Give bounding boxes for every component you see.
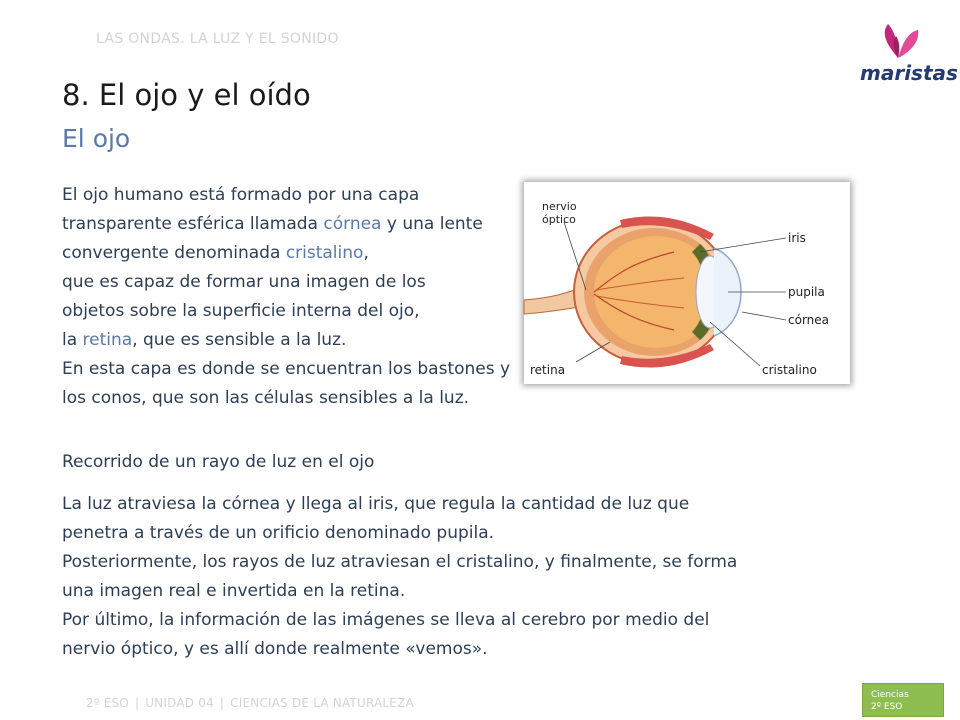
term-cristalino: cristalino: [285, 243, 364, 263]
paragraph-line: nervio óptico, y es allí donde realmente «vemos».: [62, 639, 488, 659]
intro-line: En esta capa es donde se encuentran los bastones y: [62, 359, 511, 379]
label-iris: iris: [788, 231, 806, 245]
intro-line: objetos sobre la superficie interna del ojo,: [62, 301, 420, 321]
paragraph-line: una imagen real e invertida en la retina.: [62, 581, 406, 601]
intro-line: [62, 326, 510, 355]
intro-line: [62, 210, 510, 239]
footer-course: 2º ESO: [86, 696, 129, 710]
paragraph-line: penetra a través de un orificio denominado pupila.: [62, 523, 495, 543]
subject-badge: [862, 683, 944, 717]
logo-wordmark: maristas: [860, 61, 958, 85]
maristas-logo: [858, 16, 958, 96]
section-header: LAS ONDAS. LA LUZ Y EL SONIDO: [96, 31, 339, 47]
term-cornea: córnea: [323, 214, 382, 234]
footer-unit: UNIDAD 04: [145, 696, 214, 710]
label-nervio-optico: nervio: [542, 200, 577, 213]
section-heading: Recorrido de un rayo de luz en el ojo: [62, 452, 375, 472]
intro-text: transparente esférica llamada: [62, 214, 324, 234]
label-retina: retina: [530, 363, 566, 377]
term-retina: retina: [82, 330, 133, 350]
footer-separator: |: [134, 696, 140, 710]
intro-line: El ojo humano está formado por una capa: [62, 185, 420, 205]
intro-text: convergente denominada: [62, 243, 286, 263]
page-title: 8. El ojo y el oído: [62, 78, 311, 112]
paragraph-line: La luz atraviesa la córnea y llega al iris, que regula la cantidad de luz que: [62, 494, 690, 514]
intro-line: [62, 239, 510, 268]
intro-text: y una lente: [381, 214, 483, 234]
intro-line: los conos, que son las células sensibles a la luz.: [62, 388, 470, 408]
badge-line: Ciencias: [871, 690, 909, 700]
intro-text: , que es sensible a la luz.: [132, 330, 347, 350]
intro-text: ,: [363, 243, 369, 263]
footer: [86, 696, 414, 710]
eye-diagram-svg: [524, 182, 850, 384]
intro-text: la: [62, 330, 83, 350]
page-subtitle: El ojo: [62, 124, 131, 153]
intro-line: que es capaz de formar una imagen de los: [62, 272, 426, 292]
eye-diagram: [524, 182, 850, 384]
label-nervio-optico-2: óptico: [542, 213, 576, 226]
footer-separator: |: [219, 696, 225, 710]
label-pupila: pupila: [788, 285, 825, 299]
badge-line: 2º ESO: [871, 702, 903, 712]
light-path-paragraph: [62, 490, 737, 664]
label-cristalino: cristalino: [762, 363, 817, 377]
intro-paragraph: [62, 181, 510, 413]
paragraph-line: Posteriormente, los rayos de luz atraviesan el cristalino, y finalmente, se forma: [62, 552, 738, 572]
paragraph-line: Por último, la información de las imágenes se lleva al cerebro por medio del: [62, 610, 710, 630]
label-cornea: córnea: [788, 313, 830, 327]
footer-subject: CIENCIAS DE LA NATURALEZA: [230, 696, 414, 710]
